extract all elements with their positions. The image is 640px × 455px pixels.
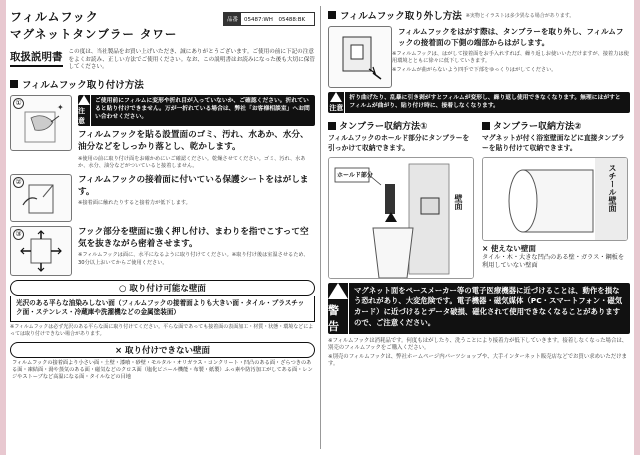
- no-use-heading: × 使えない壁面: [482, 243, 536, 253]
- tumbler-2-illustration: [482, 157, 628, 241]
- tumbler-methods-row: [328, 119, 630, 279]
- left-column: [10, 8, 315, 448]
- step-2-text: フィルムフックの接着面に付いている保護シートをはがします。: [78, 174, 309, 198]
- install-step-3: [10, 226, 315, 276]
- caution-text-2: 折り曲げたり、乱暴に引き剥がすとフィルムが変形し、繰り返し使用できなくなります。無理にはがすとフィルムが曲がり、貼り付け時に、接着しなくなります。: [349, 95, 621, 110]
- square-bullet-icon: [482, 122, 490, 130]
- tumbler-1-desc: フィルムフックのホールド部分にタンブラーを引っかけて収納できます。: [328, 134, 470, 152]
- manual-intro-row: [10, 49, 315, 72]
- tumbler-method-2: [482, 119, 630, 279]
- product-code-box: [223, 12, 315, 26]
- square-bullet-icon: [328, 122, 336, 130]
- step-3-number: ③: [13, 229, 24, 240]
- step-1-number: ①: [13, 98, 24, 109]
- tumbler-2-heading: タンブラー収納方法②: [482, 119, 630, 132]
- install-step-2: [10, 174, 315, 222]
- step-2-illustration: [10, 174, 72, 222]
- footer-note-1: ※フィルムフックは消耗品です。何度もはがしたり、洗うことにより接着力が低下していきます。接着しなくなった場合は、別売のフィルムフックをご購入ください。: [328, 337, 628, 352]
- tumbler-2-desc: マグネットが付く浴室壁面などに直接タンブラーを貼り付けて収納できます。: [482, 134, 625, 152]
- hold-part-label: ホールド部分: [337, 171, 373, 179]
- remove-heading: フィルムフック取り外し方法 ※実物とイラストは多少異なる場合があります。: [328, 8, 630, 22]
- svg-text:✦: ✦: [57, 102, 64, 112]
- install-heading: フィルムフック取り付け方法: [10, 77, 315, 91]
- square-bullet-icon: [10, 80, 18, 88]
- possible-wall-text: 光沢のある平らな油染みしない面（フィルムフックの接着面よりも大きい面・タイル・プラスチック面・ステンレス・冷蔵庫や洗濯機などの金属塗装面）: [10, 296, 315, 323]
- caution-text-1: ご使用前にフィルムに変形や折れ目が入っていないか、ご確認ください。折れていると貼り付けできません。万が一折れている場合は、弊社「お客様相談室」へお問い合わせください。: [95, 97, 310, 120]
- install-step-1: [10, 95, 315, 170]
- step-3-illustration: [10, 226, 72, 276]
- step-2-note: ※接着面に触れたりすると接着力が低下します。: [78, 200, 191, 207]
- peel-hook-icon: [329, 27, 391, 87]
- column-divider: [320, 6, 321, 449]
- possible-wall-heading: ○ 取り付け可能な壁面: [10, 280, 315, 296]
- warning-triangle-icon: [330, 92, 342, 102]
- warning-triangle-icon: [328, 283, 348, 299]
- caution-box-2: [328, 92, 630, 113]
- impossible-wall-heading: × 取り付けできない壁面: [10, 342, 315, 358]
- manual-intro: この度は、当社製品をお買い上げいただき、誠にありがとうございます。ご使用の前に下記の注意をよくお読み、正しい方法でご使用ください。なお、この説明書はお読みになった後も大切に保管してください。: [68, 49, 315, 71]
- page-edge-right: [634, 0, 640, 455]
- remove-illustration: [328, 26, 392, 88]
- manual-title: 取扱説明書: [10, 49, 63, 67]
- step-1-illustration: [10, 95, 72, 151]
- caution-tag-2: 注意: [328, 92, 345, 113]
- remove-note-1: ※フィルムフックは、はがして接着面をお手入れすれば、繰り返しお使いいただけますが、接着力は使用環境とともに徐々に低下していきます。: [392, 50, 629, 64]
- wall-label-1: 壁面: [454, 193, 463, 210]
- tumbler-1-illustration: [328, 157, 474, 279]
- remove-heading-note: ※実物とイラストは多少異なる場合があります。: [465, 12, 575, 19]
- warning-triangle-icon: [78, 95, 90, 105]
- square-bullet-icon: [328, 11, 336, 19]
- product-code-label: 品番: [224, 13, 241, 25]
- warning-text: マグネット面をペースメーカー等の電子医療機器に近づけることは、動作を損なう恐れがあり、大変危険です。電子機器・磁気媒体（PC・スマートフォン・磁気カード）に近づけるとデータ破損、磁化されて使用できなくなることがありますので、ご注意ください。: [354, 285, 623, 327]
- tumbler-1-heading: タンブラー収納方法①: [328, 119, 476, 132]
- warning-tag: 警告: [328, 283, 349, 334]
- step-3-note: ※フィルムフックは面に、水平になるように取り付けてください。※取り付け後は室温させるため、30分以上おいてからご使用ください。: [78, 252, 309, 266]
- no-use-text: タイル・木・大きな凹凸のある壁・ガラス・鋼板を利用していない壁面: [482, 253, 625, 270]
- remove-note-2: ※フィルムが曲がらないよう四手で下部をゆっくりはがしてください。: [392, 66, 557, 73]
- footer-note-2: ※別売のフィルムフックは、弊社ホームページ内パーツショップや、大手インターネット販売店などでお買い求めいただけます。: [328, 353, 627, 368]
- step-1-note: ※使用の前に取り付け面をお確かめにいご確認ください。乾燥させてください。ゴミ、汚れ、水あか、水分、油分などがついていると接着しません。: [78, 155, 306, 169]
- brand-line-1: フィルムフック: [10, 10, 99, 24]
- possible-wall-note: ※フィルムフックは必ず光沢のある平らな面に取り付けてください。平らな面であっても接着面の表面加工・材質・状態・環境などによっては取り付けできない場合があります。: [10, 324, 314, 338]
- warning-box: [328, 283, 630, 334]
- impossible-wall-text: フィルムフックの接着面より小さい面・土壁・漆喰・砂壁・モルタル・オリガラス・コンクリート・凹凸のある面・ざらつきのある面・凍結面・湯や蒸気のある面・磁気などのクロス面（塩化ビニール機能・布製・紙製）ふっ素や防汚加工がしてある面・レンジやストーブなど高温になる面・タイルなどの目地: [12, 359, 313, 381]
- step-3-text: フック部分を壁面に強く押し付け、まわりを指でこすって空気を抜きながら密着させます。: [78, 226, 309, 250]
- steel-wall-label: スチール壁面: [608, 163, 617, 212]
- remove-row: [328, 26, 630, 88]
- caution-tag-1: 注意: [78, 95, 91, 126]
- step-2-number: ②: [13, 177, 24, 188]
- tumbler-method-1: [328, 119, 476, 279]
- remove-main-text: フィルムフックをはがす際は、タンブラーを取り外し、フィルムフックの接着面の下側の端部からはがします。: [398, 27, 624, 48]
- product-code-value: 05487:WH 05488:BK: [244, 17, 306, 23]
- step-1-text: フィルムフックを貼る設置面のゴミ、汚れ、水あか、水分、油分などをしっかり落とし、乾かします。: [78, 129, 309, 153]
- brand-line-2: マグネットタンブラー タワー: [10, 27, 178, 41]
- page-edge-left: [0, 0, 6, 455]
- right-column: [328, 8, 630, 448]
- caution-box-1: [78, 95, 315, 126]
